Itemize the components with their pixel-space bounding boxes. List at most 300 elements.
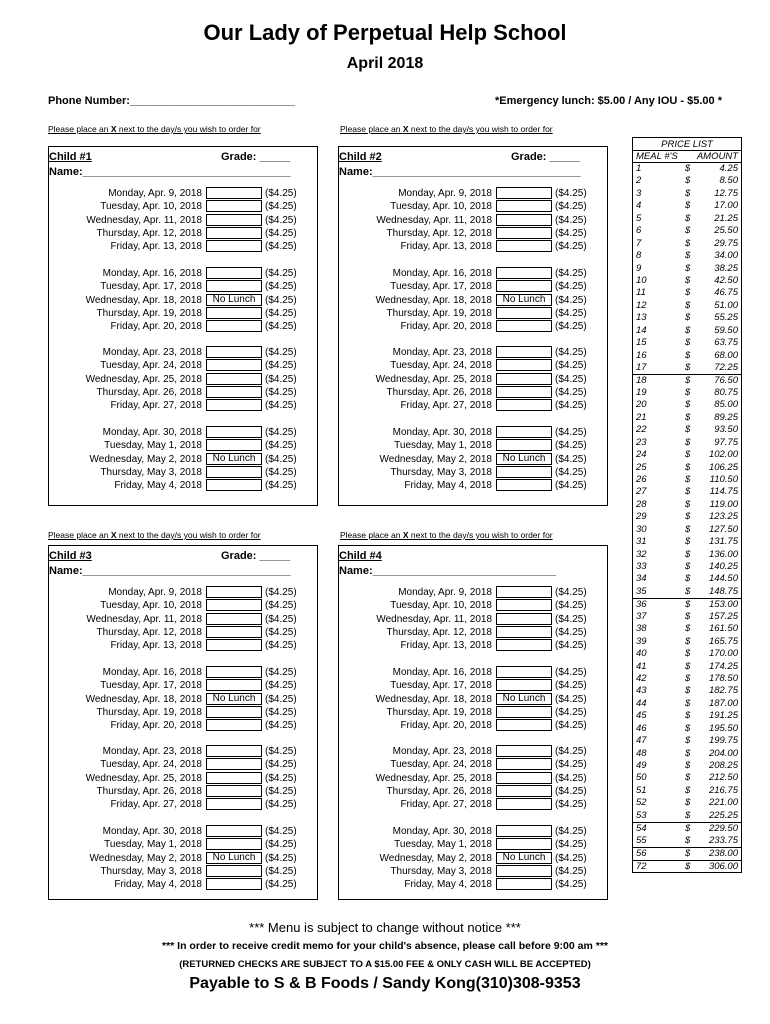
meal-count: 52: [636, 797, 647, 809]
currency-symbol: $: [685, 823, 691, 835]
order-checkbox[interactable]: [206, 745, 262, 757]
grade-field[interactable]: Grade: _____: [221, 550, 291, 562]
child-header: [339, 151, 607, 165]
order-checkbox[interactable]: [206, 706, 262, 718]
phone-number-field[interactable]: Phone Number:___________________________: [48, 95, 296, 107]
order-day-label: Monday, Apr. 23, 2018: [102, 746, 202, 757]
order-day-row: [339, 745, 607, 758]
meal-amount: 68.00: [714, 349, 738, 361]
meal-amount: 8.50: [719, 175, 738, 187]
meal-count: 13: [636, 312, 647, 324]
order-checkbox[interactable]: [206, 227, 262, 239]
order-checkbox[interactable]: [206, 200, 262, 212]
price-list-row: [633, 810, 741, 822]
order-day-row: [49, 267, 317, 280]
currency-symbol: $: [685, 337, 691, 349]
meal-count: 36: [636, 599, 647, 611]
returned-checks-notice: (RETURNED CHECKS ARE SUBJECT TO A $15.00 FEE & ONLY CASH WILL BE ACCEPTED): [179, 959, 591, 970]
order-checkbox[interactable]: [496, 386, 552, 398]
meal-count: 49: [636, 760, 647, 771]
lunch-price: ($4.25): [555, 706, 587, 718]
meal-amount: 76.50: [714, 375, 738, 387]
order-day-label: Tuesday, May 1, 2018: [394, 440, 492, 452]
meal-count: 30: [636, 523, 647, 535]
lunch-price: ($4.25): [555, 746, 587, 757]
order-checkbox[interactable]: [496, 785, 552, 797]
order-day-row: [49, 679, 317, 692]
meal-count: 28: [636, 498, 647, 510]
meal-amount: 63.75: [714, 337, 738, 349]
meal-count: 6: [636, 225, 642, 237]
price-list-row: [633, 238, 741, 250]
currency-symbol: $: [685, 225, 691, 237]
order-checkbox[interactable]: [496, 187, 552, 199]
meal-amount: 225.25: [708, 809, 738, 821]
meal-amount: 127.50: [708, 523, 738, 535]
order-day-row: [49, 639, 317, 652]
order-checkbox[interactable]: [496, 267, 552, 279]
order-checkbox[interactable]: [206, 439, 262, 451]
lunch-price: ($4.25): [555, 347, 587, 358]
lunch-price: ($4.25): [555, 693, 587, 705]
price-list-row: [633, 710, 741, 722]
order-day-row: [339, 479, 607, 492]
order-day-row: [339, 346, 607, 359]
lunch-price: ($4.25): [555, 427, 587, 438]
order-day-row: [49, 453, 317, 466]
lunch-price: ($4.25): [555, 680, 587, 692]
order-day-label: Wednesday, Apr. 25, 2018: [85, 772, 202, 784]
lunch-price: ($4.25): [265, 746, 297, 757]
meal-amount: 161.50: [708, 623, 738, 635]
order-day-row: [49, 187, 317, 200]
order-checkbox[interactable]: [496, 878, 552, 890]
meal-amount: 204.00: [708, 747, 738, 759]
meal-count: 53: [636, 809, 647, 821]
no-lunch-box: No Lunch: [206, 294, 262, 306]
order-checkbox[interactable]: [496, 772, 552, 784]
order-checkbox[interactable]: [496, 719, 552, 731]
meal-count-header: MEAL #'S: [636, 151, 678, 162]
order-checkbox[interactable]: [496, 865, 552, 877]
order-day-row: [339, 426, 607, 439]
lunch-price: ($4.25): [265, 440, 297, 452]
price-list-row: [633, 362, 741, 374]
lunch-price: ($4.25): [265, 400, 297, 412]
child-name-field[interactable]: Name:______________________________: [339, 565, 557, 577]
order-day-label: Thursday, Apr. 19, 2018: [386, 706, 492, 718]
order-checkbox[interactable]: [206, 399, 262, 411]
currency-symbol: $: [685, 760, 691, 771]
child-order-form: [338, 545, 608, 900]
meal-count: 22: [636, 424, 647, 436]
currency-symbol: $: [685, 511, 691, 523]
meal-count: 50: [636, 772, 647, 784]
order-checkbox[interactable]: [206, 758, 262, 770]
lunch-price: ($4.25): [555, 772, 587, 784]
order-checkbox[interactable]: [206, 626, 262, 638]
order-day-label: Wednesday, May 2, 2018: [379, 453, 492, 465]
order-checkbox[interactable]: [206, 307, 262, 319]
order-checkbox[interactable]: [206, 466, 262, 478]
order-checkbox[interactable]: [496, 798, 552, 810]
order-day-row: [49, 466, 317, 479]
order-day-label: Wednesday, May 2, 2018: [89, 453, 202, 465]
order-checkbox[interactable]: [206, 359, 262, 371]
lunch-price: ($4.25): [555, 241, 587, 253]
child-name-field[interactable]: Name:__________________________________: [49, 565, 291, 577]
lunch-price: ($4.25): [555, 640, 587, 652]
order-checkbox[interactable]: [496, 666, 552, 678]
order-day-row: [339, 399, 607, 412]
order-day-row: [339, 373, 607, 386]
lunch-price: ($4.25): [265, 466, 297, 478]
price-list-row: [633, 723, 741, 735]
meal-count: 38: [636, 623, 647, 635]
price-list-row: [633, 598, 741, 610]
order-day-label: Friday, May 4, 2018: [114, 879, 202, 891]
order-day-label: Wednesday, Apr. 18, 2018: [85, 693, 202, 705]
order-checkbox[interactable]: [206, 865, 262, 877]
meal-amount: 229.50: [708, 823, 738, 835]
order-day-label: Thursday, May 3, 2018: [100, 865, 202, 877]
order-checkbox[interactable]: [496, 373, 552, 385]
order-checkbox[interactable]: [206, 878, 262, 890]
meal-amount: 97.75: [714, 436, 738, 448]
no-lunch-box: No Lunch: [496, 453, 552, 465]
meal-count: 10: [636, 274, 647, 286]
order-day-label: Friday, Apr. 27, 2018: [400, 400, 492, 412]
meal-count: 45: [636, 710, 647, 722]
meal-amount: 106.25: [708, 461, 738, 473]
order-day-row: [49, 240, 317, 253]
currency-symbol: $: [685, 461, 691, 473]
order-checkbox[interactable]: [206, 214, 262, 226]
order-day-row: [49, 785, 317, 798]
order-day-label: Monday, Apr. 9, 2018: [398, 188, 492, 199]
meal-count: 29: [636, 511, 647, 523]
currency-symbol: $: [685, 623, 691, 635]
meal-amount: 29.75: [714, 237, 738, 249]
order-checkbox[interactable]: [496, 613, 552, 625]
order-checkbox[interactable]: [496, 599, 552, 611]
order-checkbox[interactable]: [206, 386, 262, 398]
meal-count: 40: [636, 648, 647, 660]
order-checkbox[interactable]: [496, 639, 552, 651]
lunch-price: ($4.25): [555, 400, 587, 412]
order-checkbox[interactable]: [496, 679, 552, 691]
currency-symbol: $: [685, 648, 691, 660]
meal-count: 42: [636, 672, 647, 684]
lunch-price: ($4.25): [555, 839, 587, 851]
currency-symbol: $: [685, 375, 691, 387]
order-day-row: [339, 785, 607, 798]
price-list-row: [633, 772, 741, 784]
lunch-price: ($4.25): [555, 480, 587, 492]
child-label: Child #3: [49, 550, 92, 562]
currency-symbol: $: [685, 697, 691, 709]
order-checkbox[interactable]: [496, 439, 552, 451]
order-checkbox[interactable]: [206, 825, 262, 837]
order-checkbox[interactable]: [496, 745, 552, 757]
meal-count: 44: [636, 697, 647, 709]
order-checkbox[interactable]: [206, 346, 262, 358]
currency-symbol: $: [685, 486, 691, 498]
meal-amount: 140.25: [708, 561, 738, 572]
order-checkbox[interactable]: [496, 280, 552, 292]
meal-amount: 4.25: [719, 163, 738, 174]
meal-amount: 114.75: [709, 486, 738, 498]
order-checkbox[interactable]: [206, 599, 262, 611]
currency-symbol: $: [685, 399, 691, 411]
lunch-price: ($4.25): [555, 720, 587, 732]
order-day-row: [339, 865, 607, 878]
currency-symbol: $: [685, 599, 691, 611]
order-day-row: [49, 693, 317, 706]
order-instruction: Please place an X next to the day/s you wish to order for: [48, 124, 261, 134]
order-checkbox[interactable]: [206, 666, 262, 678]
order-day-row: [49, 626, 317, 639]
order-checkbox[interactable]: [496, 426, 552, 438]
order-checkbox[interactable]: [496, 586, 552, 598]
order-checkbox[interactable]: [206, 719, 262, 731]
amount-header: AMOUNT: [696, 151, 738, 162]
order-day-label: Friday, Apr. 13, 2018: [400, 241, 492, 253]
lunch-price: ($4.25): [555, 214, 587, 226]
order-checkbox[interactable]: [496, 706, 552, 718]
order-day-label: Friday, Apr. 27, 2018: [110, 400, 202, 412]
meal-amount: 72.25: [714, 362, 738, 373]
currency-symbol: $: [685, 685, 691, 697]
meal-count: 33: [636, 561, 647, 572]
order-day-label: Monday, Apr. 30, 2018: [102, 427, 202, 438]
price-list-row: [633, 636, 741, 648]
meal-amount: 157.25: [708, 610, 738, 622]
order-day-row: [339, 453, 607, 466]
order-day-row: [339, 359, 607, 372]
price-list-row: [633, 424, 741, 436]
currency-symbol: $: [685, 772, 691, 784]
lunch-price: ($4.25): [265, 201, 297, 213]
order-day-label: Thursday, Apr. 12, 2018: [96, 227, 202, 239]
lunch-price: ($4.25): [265, 839, 297, 851]
order-checkbox[interactable]: [206, 798, 262, 810]
order-checkbox[interactable]: [496, 200, 552, 212]
meal-count: 20: [636, 399, 647, 411]
order-day-row: [49, 586, 317, 599]
order-checkbox[interactable]: [496, 320, 552, 332]
lunch-price: ($4.25): [555, 879, 587, 891]
price-list-row: [633, 387, 741, 399]
currency-symbol: $: [685, 610, 691, 622]
price-list-row: [633, 549, 741, 561]
child-header: [49, 151, 317, 165]
meal-count: 51: [636, 784, 647, 796]
meal-amount: 182.75: [708, 685, 738, 697]
order-day-row: [49, 346, 317, 359]
meal-count: 72: [636, 860, 647, 872]
child-header: [339, 550, 607, 564]
child-name-field[interactable]: Name:__________________________________: [49, 166, 291, 178]
currency-symbol: $: [685, 523, 691, 535]
meal-count: 16: [636, 349, 647, 361]
lunch-price: ($4.25): [555, 373, 587, 385]
order-checkbox[interactable]: [496, 626, 552, 638]
currency-symbol: $: [685, 411, 691, 423]
order-checkbox[interactable]: [206, 838, 262, 850]
order-day-row: [49, 798, 317, 811]
child-order-form: [338, 146, 608, 506]
order-checkbox[interactable]: [496, 825, 552, 837]
order-checkbox[interactable]: [206, 240, 262, 252]
no-lunch-box: No Lunch: [496, 693, 552, 705]
order-day-row: [339, 267, 607, 280]
order-checkbox[interactable]: [206, 320, 262, 332]
order-day-label: Thursday, Apr. 26, 2018: [386, 785, 492, 797]
no-lunch-box: No Lunch: [496, 852, 552, 864]
order-checkbox[interactable]: [206, 772, 262, 784]
meal-amount: 148.75: [708, 585, 738, 597]
lunch-price: ($4.25): [555, 268, 587, 279]
price-list-row: [633, 412, 741, 424]
lunch-price: ($4.25): [265, 772, 297, 784]
order-day-row: [339, 693, 607, 706]
lunch-price: ($4.25): [555, 759, 587, 771]
order-checkbox[interactable]: [206, 426, 262, 438]
order-day-row: [339, 838, 607, 851]
order-checkbox[interactable]: [206, 479, 262, 491]
order-checkbox[interactable]: [206, 613, 262, 625]
order-day-label: Monday, Apr. 9, 2018: [108, 188, 202, 199]
currency-symbol: $: [685, 797, 691, 809]
order-checkbox[interactable]: [496, 758, 552, 770]
child-label: Child #4: [339, 550, 382, 562]
meal-count: 4: [636, 200, 642, 212]
order-day-label: Thursday, Apr. 12, 2018: [386, 626, 492, 638]
order-checkbox[interactable]: [206, 280, 262, 292]
lunch-price: ($4.25): [265, 188, 297, 199]
order-day-label: Tuesday, Apr. 10, 2018: [390, 201, 492, 213]
meal-count: 12: [636, 299, 647, 311]
order-day-row: [339, 307, 607, 320]
month-title: April 2018: [346, 55, 424, 72]
meal-count: 5: [636, 212, 642, 224]
meal-count: 56: [636, 848, 647, 860]
order-checkbox[interactable]: [496, 838, 552, 850]
lunch-price: ($4.25): [265, 227, 297, 239]
price-list-row: [633, 673, 741, 685]
order-day-label: Wednesday, Apr. 11, 2018: [376, 214, 492, 226]
order-checkbox[interactable]: [496, 399, 552, 411]
lunch-price: ($4.25): [265, 427, 297, 438]
lunch-price: ($4.25): [265, 294, 297, 306]
lunch-price: ($4.25): [265, 386, 297, 398]
order-checkbox[interactable]: [206, 785, 262, 797]
meal-count: 3: [636, 187, 642, 199]
child-name-field[interactable]: Name:__________________________________: [339, 166, 581, 178]
lunch-price: ($4.25): [265, 453, 297, 465]
meal-count: 11: [636, 287, 646, 299]
order-day-label: Monday, Apr. 16, 2018: [102, 667, 202, 678]
meal-amount: 93.50: [714, 424, 738, 436]
order-day-label: Friday, Apr. 20, 2018: [400, 321, 492, 333]
lunch-price: ($4.25): [555, 307, 587, 319]
meal-count: 1: [636, 163, 642, 174]
order-checkbox[interactable]: [496, 346, 552, 358]
order-day-row: [339, 320, 607, 333]
meal-amount: 131.75: [708, 536, 738, 548]
price-list-row: [633, 661, 741, 673]
order-day-label: Tuesday, May 1, 2018: [394, 839, 492, 851]
order-checkbox[interactable]: [206, 679, 262, 691]
grade-field[interactable]: Grade: _____: [511, 151, 581, 163]
order-checkbox[interactable]: [206, 187, 262, 199]
currency-symbol: $: [685, 747, 691, 759]
currency-symbol: $: [685, 536, 691, 548]
order-day-label: Monday, Apr. 23, 2018: [392, 746, 492, 757]
order-checkbox[interactable]: [206, 639, 262, 651]
currency-symbol: $: [685, 175, 691, 187]
meal-count: 19: [636, 386, 647, 398]
order-checkbox[interactable]: [496, 479, 552, 491]
meal-count: 14: [636, 324, 647, 336]
price-list-row: [633, 797, 741, 809]
meal-amount: 12.75: [714, 187, 738, 199]
order-day-label: Thursday, Apr. 19, 2018: [96, 307, 202, 319]
lunch-price: ($4.25): [265, 360, 297, 372]
currency-symbol: $: [685, 498, 691, 510]
lunch-price: ($4.25): [555, 587, 587, 598]
lunch-price: ($4.25): [555, 386, 587, 398]
order-day-label: Tuesday, Apr. 17, 2018: [100, 680, 202, 692]
order-checkbox[interactable]: [206, 586, 262, 598]
order-day-row: [49, 373, 317, 386]
meal-amount: 38.25: [714, 262, 738, 274]
meal-count: 25: [636, 461, 647, 473]
order-checkbox[interactable]: [496, 307, 552, 319]
meal-count: 7: [636, 237, 642, 249]
order-day-label: Thursday, Apr. 26, 2018: [386, 386, 492, 398]
meal-count: 27: [636, 486, 647, 498]
lunch-price: ($4.25): [265, 852, 297, 864]
currency-symbol: $: [685, 585, 691, 597]
order-day-row: [49, 439, 317, 452]
order-day-label: Wednesday, Apr. 18, 2018: [375, 693, 492, 705]
order-day-row: [339, 586, 607, 599]
lunch-price: ($4.25): [265, 613, 297, 625]
meal-amount: 123.25: [708, 511, 738, 523]
order-day-row: [49, 706, 317, 719]
order-checkbox[interactable]: [496, 240, 552, 252]
currency-symbol: $: [685, 710, 691, 722]
order-checkbox[interactable]: [496, 227, 552, 239]
price-list-row: [633, 586, 741, 598]
order-day-label: Monday, Apr. 16, 2018: [102, 268, 202, 279]
meal-amount: 187.00: [708, 697, 738, 709]
order-checkbox[interactable]: [206, 373, 262, 385]
order-day-row: [339, 706, 607, 719]
order-checkbox[interactable]: [496, 466, 552, 478]
grade-field[interactable]: Grade: _____: [221, 151, 291, 163]
order-checkbox[interactable]: [206, 267, 262, 279]
lunch-price: ($4.25): [265, 347, 297, 358]
order-day-label: Wednesday, May 2, 2018: [379, 852, 492, 864]
order-checkbox[interactable]: [496, 359, 552, 371]
price-list-row: [633, 561, 741, 573]
order-checkbox[interactable]: [496, 214, 552, 226]
order-day-label: Friday, Apr. 27, 2018: [110, 799, 202, 811]
meal-amount: 55.25: [714, 312, 738, 324]
